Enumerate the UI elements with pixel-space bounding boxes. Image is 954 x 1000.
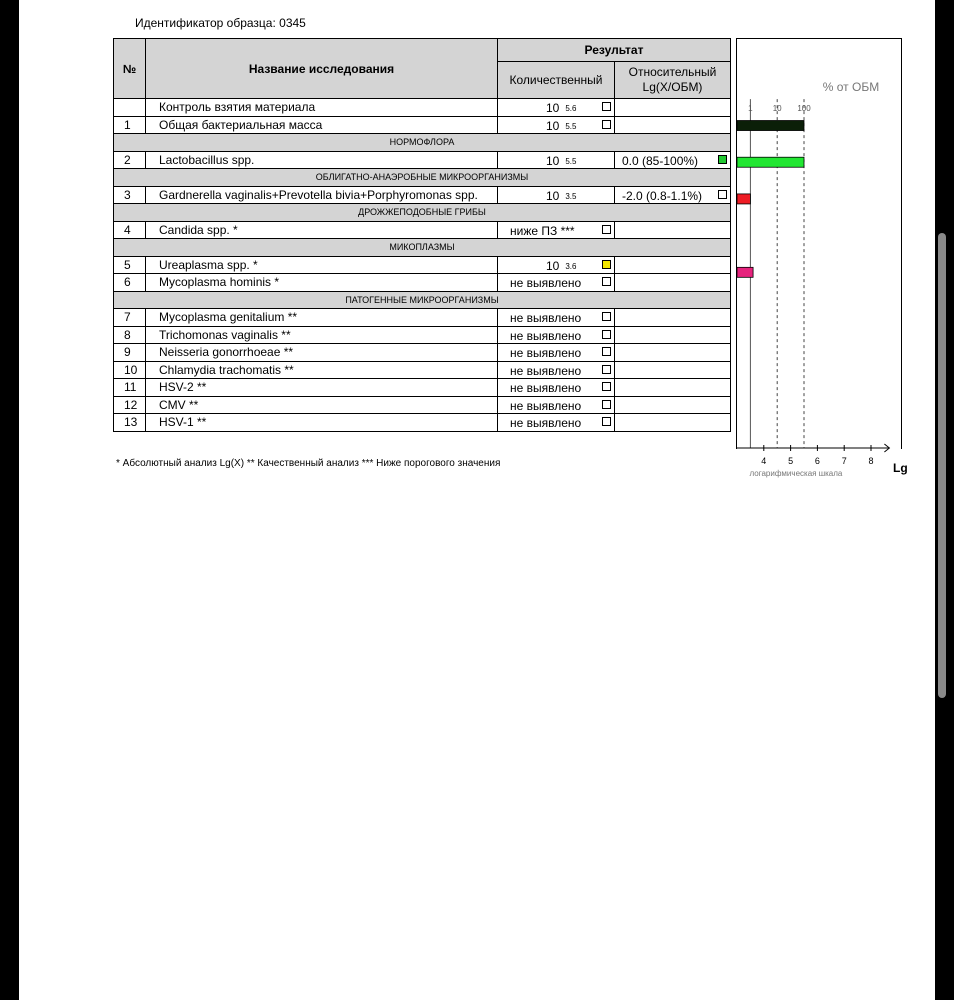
section-label: ДРОЖЖЕПОДОБНЫЕ ГРИБЫ [114, 204, 731, 222]
col-name-header: Название исследования [146, 39, 498, 99]
quantitative-result [498, 274, 615, 292]
col-result-header: Результат [498, 39, 731, 62]
qty-indicator-box [602, 365, 611, 374]
qty-text: не выявлено [510, 346, 582, 360]
pct-tick-label: 100 [797, 104, 811, 113]
quantitative-result [498, 379, 615, 397]
data-bar [737, 157, 804, 167]
test-name: Chlamydia trachomatis ** [146, 361, 498, 379]
test-name: Mycoplasma hominis * [146, 274, 498, 292]
quantitative-result [498, 344, 615, 362]
qty-text: не выявлено [510, 381, 582, 395]
results-table [113, 38, 731, 432]
qty-text: не выявлено [510, 398, 582, 413]
qty-exponent: 5.5 [565, 156, 577, 166]
x-tick-label: 7 [841, 456, 847, 466]
table-row [114, 99, 731, 117]
col-no-header: № [114, 39, 146, 99]
qty-text: не выявлено [510, 363, 582, 378]
row-number: 6 [114, 274, 146, 292]
row-number: 10 [114, 361, 146, 379]
test-name: Candida spp. * [146, 221, 498, 239]
qty-exponent: 3.5 [565, 191, 577, 201]
quantitative-result [498, 186, 615, 204]
table-row [114, 309, 731, 327]
qty-text: ниже ПЗ *** [510, 223, 575, 238]
quantitative-result [498, 221, 615, 239]
qty-text: не выявлено [510, 276, 582, 290]
relative-value: 0.0 (85-100%) [622, 153, 699, 168]
qty-indicator-box [602, 347, 611, 356]
qty-base: 10 [546, 118, 560, 133]
row-number: 9 [114, 344, 146, 362]
test-name: Lactobacillus spp. [146, 151, 498, 169]
qty-text: не выявлено [510, 416, 582, 430]
row-number [114, 99, 146, 117]
test-name: Trichomonas vaginalis ** [146, 326, 498, 344]
pct-tick-label: 1 [748, 104, 753, 113]
quantitative-result [498, 414, 615, 432]
x-axis-label: Lg [893, 461, 908, 475]
qty-indicator-box [602, 225, 611, 234]
test-name: Контроль взятия материала [146, 99, 498, 117]
relative-result [615, 274, 731, 292]
scrollbar[interactable] [938, 233, 946, 698]
col-quant-header: Количественный [498, 62, 615, 99]
qty-indicator-box [602, 330, 611, 339]
section-label: ПАТОГЕННЫЕ МИКРООРГАНИЗМЫ [114, 291, 731, 309]
x-axis-sublabel: логарифмическая шкала [749, 469, 843, 478]
quantitative-result [498, 256, 615, 274]
row-number: 1 [114, 116, 146, 134]
relative-result [615, 151, 731, 169]
quantitative-result [498, 326, 615, 344]
qty-indicator-box [602, 400, 611, 409]
qty-base: 10 [546, 153, 560, 168]
test-name: Gardnerella vaginalis+Prevotella bivia+Porphyromonas spp. [146, 186, 498, 204]
relative-value: -2.0 (0.8-1.1%) [622, 188, 703, 203]
relative-result [615, 344, 731, 362]
section-row [114, 134, 731, 152]
relative-result [615, 309, 731, 327]
qty-indicator-box [602, 382, 611, 391]
data-bar [737, 121, 804, 131]
relative-result [615, 186, 731, 204]
footnotes: * Абсолютный анализ Lg(X) ** Качественный анализ *** Ниже порогового значения [116, 458, 501, 469]
data-bar [737, 194, 750, 204]
relative-result [615, 99, 731, 117]
relative-result [615, 326, 731, 344]
qty-indicator-box [602, 417, 611, 426]
qty-base: 10 [546, 101, 560, 115]
table-row [114, 326, 731, 344]
relative-result [615, 396, 731, 414]
test-name: Ureaplasma spp. * [146, 256, 498, 274]
row-number: 7 [114, 309, 146, 327]
row-number: 3 [114, 186, 146, 204]
section-row [114, 169, 731, 187]
row-number: 8 [114, 326, 146, 344]
test-name: Neisseria gonorrhoeae ** [146, 344, 498, 362]
x-tick-label: 4 [761, 456, 767, 466]
test-name: CMV ** [146, 396, 498, 414]
x-tick-label: 8 [868, 456, 874, 466]
qty-exponent: 5.6 [565, 104, 577, 113]
lg-chart [720, 38, 920, 488]
table-row [114, 256, 731, 274]
qty-indicator-box [602, 260, 611, 269]
qty-indicator-box [602, 277, 611, 286]
quantitative-result [498, 309, 615, 327]
x-tick-label: 6 [814, 456, 820, 466]
row-number: 13 [114, 414, 146, 432]
test-name: HSV-2 ** [146, 379, 498, 397]
section-row [114, 204, 731, 222]
qty-exponent: 3.6 [565, 261, 577, 271]
table-row [114, 151, 731, 169]
row-number: 11 [114, 379, 146, 397]
row-number: 2 [114, 151, 146, 169]
data-bar [737, 267, 753, 277]
sample-id: Идентификатор образца: 0345 [135, 16, 306, 30]
test-name: Общая бактериальная масса [146, 116, 498, 134]
table-row [114, 396, 731, 414]
relative-result [615, 379, 731, 397]
quantitative-result [498, 396, 615, 414]
table-row [114, 274, 731, 292]
x-tick-label: 5 [788, 456, 794, 466]
qty-indicator-box [602, 102, 611, 111]
relative-result [615, 361, 731, 379]
section-label: МИКОПЛАЗМЫ [114, 239, 731, 257]
row-number: 5 [114, 256, 146, 274]
qty-base: 10 [546, 258, 560, 273]
quantitative-result [498, 99, 615, 117]
section-row [114, 239, 731, 257]
quantitative-result [498, 361, 615, 379]
table-row [114, 379, 731, 397]
qty-text: не выявлено [510, 311, 582, 325]
qty-exponent: 5.5 [565, 121, 577, 131]
qty-indicator-box [602, 120, 611, 129]
test-name: Mycoplasma genitalium ** [146, 309, 498, 327]
section-label: ОБЛИГАТНО-АНАЭРОБНЫЕ МИКРООРГАНИЗМЫ [114, 169, 731, 187]
quantitative-result [498, 116, 615, 134]
table-row [114, 116, 731, 134]
qty-value [546, 119, 576, 133]
relative-result [615, 221, 731, 239]
quantitative-result [498, 151, 615, 169]
relative-result [615, 414, 731, 432]
row-number: 4 [114, 221, 146, 239]
qty-value [546, 101, 576, 115]
qty-value [546, 189, 576, 203]
qty-value [546, 259, 576, 273]
test-name: HSV-1 ** [146, 414, 498, 432]
qty-base: 10 [546, 188, 560, 203]
section-label: НОРМОФЛОРА [114, 134, 731, 152]
section-row [114, 291, 731, 309]
table-row [114, 186, 731, 204]
pct-tick-label: 10 [772, 104, 782, 113]
table-row [114, 221, 731, 239]
pct-title: % от ОБМ [822, 80, 880, 94]
relative-result [615, 116, 731, 134]
table-row [114, 361, 731, 379]
qty-value [546, 154, 576, 168]
table-row [114, 414, 731, 432]
qty-text: не выявлено [510, 328, 582, 343]
row-number: 12 [114, 396, 146, 414]
col-rel-header: Относительный Lg(X/ОБМ) [615, 62, 731, 99]
relative-result [615, 256, 731, 274]
table-row [114, 344, 731, 362]
qty-indicator-box [602, 312, 611, 321]
